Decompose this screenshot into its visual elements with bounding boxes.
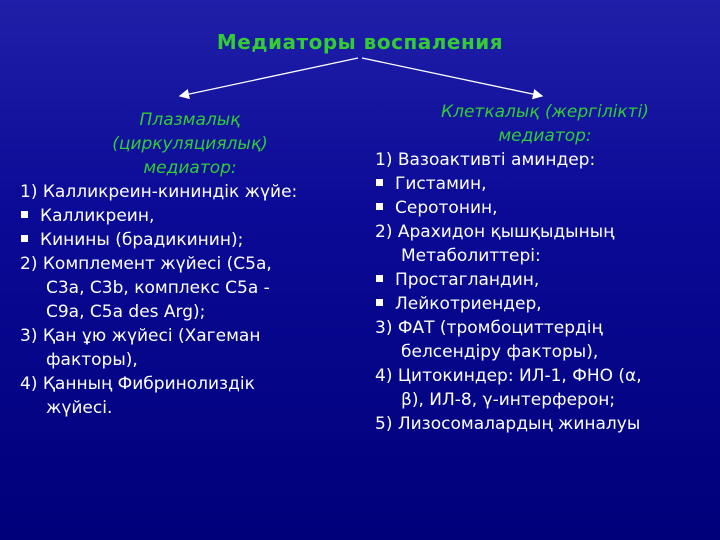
list-item-continuation: факторы), [46, 350, 138, 370]
list-item: 4) Цитокиндер: ИЛ-1, ФНО (α, [375, 366, 642, 386]
list-item-continuation: С3а, С3b, комплекс С5а - [46, 278, 270, 298]
list-item-continuation: белсендіру факторы), [401, 342, 599, 362]
list-item: 5) Лизосомалардың жиналуы [375, 414, 641, 434]
list-item-continuation: жүйесі. [46, 398, 113, 418]
heading-line: (циркуляциялық) [112, 134, 268, 154]
list-item: 4) Қанның Фибринолиздік [20, 374, 255, 394]
list-item-continuation: Метаболиттері: [401, 246, 541, 266]
plasma-heading [20, 108, 360, 180]
list-item: Лейкотриендер, [375, 292, 715, 316]
list-item: 2) Комплемент жүйесі (С5а, [20, 254, 272, 274]
square-bullet-icon [21, 235, 28, 242]
square-bullet-icon [376, 203, 383, 210]
plasma-mediators-column [20, 108, 360, 420]
square-bullet-icon [376, 275, 383, 282]
heading-line: Клеткалық (жергілікті) [441, 102, 649, 122]
list-item: 1) Вазоактивті аминдер: [375, 150, 596, 170]
branch-arrows [0, 0, 720, 110]
list-item: 3) Қан ұю жүйесі (Хагеман [20, 326, 261, 346]
list-item: 2) Арахидон қышқыдының [375, 222, 615, 242]
list-item: Калликреин, [20, 204, 360, 228]
list-item: Кинины (брадикинин); [20, 228, 360, 252]
list-item: Простагландин, [375, 268, 715, 292]
heading-line: Плазмалық [139, 110, 241, 130]
list-item-continuation: С9а, С5а des Arg); [46, 302, 206, 322]
arrow-right [362, 58, 542, 96]
list-item: 3) ФАТ (тромбоциттердің [375, 318, 603, 338]
list-item: 1) Калликреин-кининдік жүйе: [20, 182, 298, 202]
cellular-mediators-column [375, 100, 715, 436]
list-item: Серотонин, [375, 196, 715, 220]
list-item: Гистамин, [375, 172, 715, 196]
list-item-continuation: β), ИЛ-8, γ-интерферон; [401, 390, 616, 410]
slide-title: Медиаторы воспаления [216, 30, 504, 54]
cellular-heading [375, 100, 715, 148]
heading-line: медиатор: [143, 158, 237, 178]
arrow-left [180, 58, 358, 96]
square-bullet-icon [376, 179, 383, 186]
square-bullet-icon [21, 211, 28, 218]
heading-line: медиатор: [498, 126, 592, 146]
square-bullet-icon [376, 299, 383, 306]
